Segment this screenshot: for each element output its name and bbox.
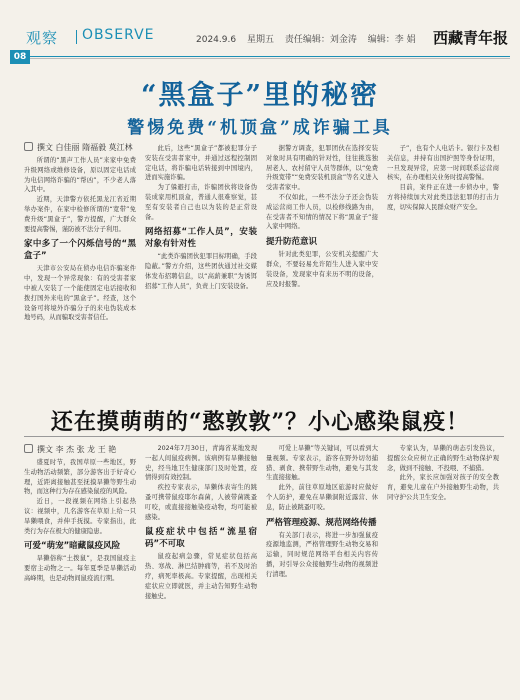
paragraph: 此后，这些“黑盒子”都被犯罪分子安装在受害者家中，并通过远程控制固定电话，将诈骗电话转接到中国境内，进而实施诈骗。 (145, 145, 257, 182)
paragraph: 旱獭俗称“土拨鼠”，是我国鼠疫主要宿主动物之一。每年夏季是旱獭活动高峰期，也是动物间鼠疫流行期。 (24, 555, 136, 582)
paragraph: 所谓的“黑声工作人员”来家中免费升级网络或维修设备，原以固定电话成为电信网络诈骗的“帮凶”，不少老人落入其中。 (24, 157, 136, 194)
paragraph: 为了躲避打击，诈骗团伙将设备伪装成家用机顶盒，普通人很难察觉，甚至有安装者自己也以为装的是正常设备。 (145, 184, 257, 221)
section-subheading: 可爱“萌宠”暗藏鼠疫风险 (24, 541, 121, 552)
paragraph: 此外，前往草原地区旅游时应做好个人防护，避免在旱獭洞附近露营、休息，防止被跳蚤叮咬。 (266, 484, 378, 511)
article-column-4 (387, 444, 499, 694)
paragraph: 近期，天津警方依托黑龙江省近期举办案件，在家中检修所谓的“宽带”免费升级“黑盒子”，警方提醒，广大群众要提高警惕，谨防被不法分子利用。 (24, 196, 136, 233)
section-subheading: 严格管理疫源、规范网络传播 (266, 517, 377, 528)
pen-icon (24, 444, 33, 453)
editor-credit: 责任编辑：刘金涛 (284, 35, 357, 45)
article-column-2 (145, 444, 257, 694)
paragraph: 此外，家长应加强对孩子的安全教育，避免儿童在户外接触野生动物，共同守护公共卫生安全。 (387, 474, 499, 501)
article-byline (24, 444, 116, 455)
paragraph: 可爱上旱獭”等关键词，可以看到大量视频。专家表示，游客在野外切勿捕猎、剥食、携带野生动物，避免与其发生直接接触。 (266, 445, 378, 482)
article-column-2 (145, 144, 257, 396)
header-rule-thin (30, 58, 510, 59)
newspaper-masthead: 西藏青年报 (432, 29, 508, 47)
article-column-1 (24, 458, 136, 694)
article-column-3 (266, 444, 378, 694)
paragraph: 有关部门表示，将进一步加强鼠疫疫源地监测，严格管理野生动物交易和运输，同时规范网络平台相关内容传播，对引导公众接触野生动物的视频进行清理。 (266, 531, 378, 578)
article-headline: 还在摸萌萌的“憨敦敦”？小心感染鼠疫！ (50, 409, 470, 435)
paragraph: 鼠疫起病急骤，常见症状包括高热、寒战、淋巴结肿痛等，若不及时治疗，病死率极高。专家提醒，出现相关症状应立即就医，并主动告知野生动物接触史。 (145, 553, 257, 600)
byline-text: 撰文 白佳丽 隋福毅 莫江林 (37, 143, 133, 152)
issue-weekday: 星期五 (246, 35, 274, 45)
paragraph: 2024年7月30日，青海省某地发现一起人间鼠疫病例。该病例有旱獭接触史，经当地卫生健康部门及时处置，疫情得到有效控制。 (145, 445, 257, 482)
paragraph: 目前，案件正在进一步侦办中，警方将持续加大对此类违法犯罪的打击力度，切实保障人民群众财产安全。 (387, 184, 499, 211)
issue-date-line (196, 32, 424, 45)
pen-icon (24, 142, 33, 151)
article-subheadline: 警惕免费“机顶盒”成诈骗工具 (127, 118, 393, 138)
article-column-3 (266, 144, 378, 396)
article-column-4 (387, 144, 499, 396)
paragraph: “此类诈骗团伙犯罪目标明确，手段隐蔽。”警方介绍，这些团伙通过社交媒体发布招聘信息，以“高薪兼职”为诱饵招募“工作人员”，负责上门安装设备。 (145, 253, 257, 290)
paragraph: 针对此类犯罪，公安机关提醒广大群众，不要轻易允许陌生人进入家中安装设备，发现家中有来历不明的设备，应及时报警。 (266, 251, 378, 288)
byline-text: 撰文 李 杰 张 龙 王 艳 (37, 445, 117, 454)
section-subheading: 鼠疫症状中包括“流星宿码”不可取 (145, 527, 257, 550)
paragraph: 子”，也有个人电话卡。银行卡及相关信息，并持有出国护照等身份证明，一旦发现异常，应第一时间联系运营商核实，在办理相关业务时提高警惕。 (387, 145, 499, 182)
paragraph: 近日，一段视频在网络上引起热议：视频中，几名游客在草原上给一只旱獭喂食，并伸手抚摸。专家指出，此类行为存在极大的健康隐患。 (24, 498, 136, 535)
paragraph: 疾控专家表示，旱獭体表寄生的跳蚤可携带鼠疫耶尔森菌，人被带菌跳蚤叮咬，或直接接触染疫动物，均可能被感染。 (145, 484, 257, 521)
headline-rule (24, 436, 504, 437)
section-subheading: 提升防范意识 (266, 237, 318, 248)
paragraph: 天津市公安局在侦办电信诈骗案件中，发现一个异常现象：有的受害者家中被人安装了一个能使固定电话接收和拨打国外来电的“黑盒子”。经查，这个设备可将境外诈骗分子的来电伪装成本地号码，从而骗取受害者信任。 (24, 265, 136, 322)
section-title-en: OBSERVE (82, 27, 155, 43)
section-title: 观察 (26, 29, 59, 47)
paragraph: 专家认为，旱獭的萌态引发热议，提醒公众应树立正确的野生动物保护观念，做到不接触、不投喂、不捕猎。 (387, 445, 499, 472)
section-subheading: 网络招募“工作人员”，安装对象有针对性 (145, 227, 257, 250)
section-subheading: 家中多了一个闪烁信号的“黑盒子” (24, 239, 136, 262)
article-byline (24, 142, 133, 153)
article-headline: “黑盒子”里的秘密 (140, 80, 380, 111)
paragraph: 据警方调查，犯罪团伙在选择安装对象时具有明确的针对性，往往挑选独居老人、农村留守人员等群体，以“免费升级宽带”“免费安装机顶盒”等名义进入受害者家中。 (266, 145, 378, 192)
paragraph: 不仅如此，一些不法分子还会伪装成运营商工作人员，以检修线路为由，在受害者不知情的情况下将“黑盒子”接入家中网络。 (266, 193, 378, 231)
page-header (0, 0, 520, 62)
designer-credit: 编辑：李 娟 (367, 35, 416, 45)
paragraph: 盛夏时节，我国草原一些地区，野生动物活动频繁，部分游客出于好奇心理，近距离接触甚至抚摸旱獭等野生动物，而这种行为存在感染鼠疫的风险。 (24, 459, 136, 496)
section-divider (76, 30, 77, 44)
page-number: 08 (10, 50, 30, 64)
issue-date: 2024.9.6 (196, 35, 237, 45)
article-column-1 (24, 156, 136, 396)
header-rule (30, 56, 510, 57)
